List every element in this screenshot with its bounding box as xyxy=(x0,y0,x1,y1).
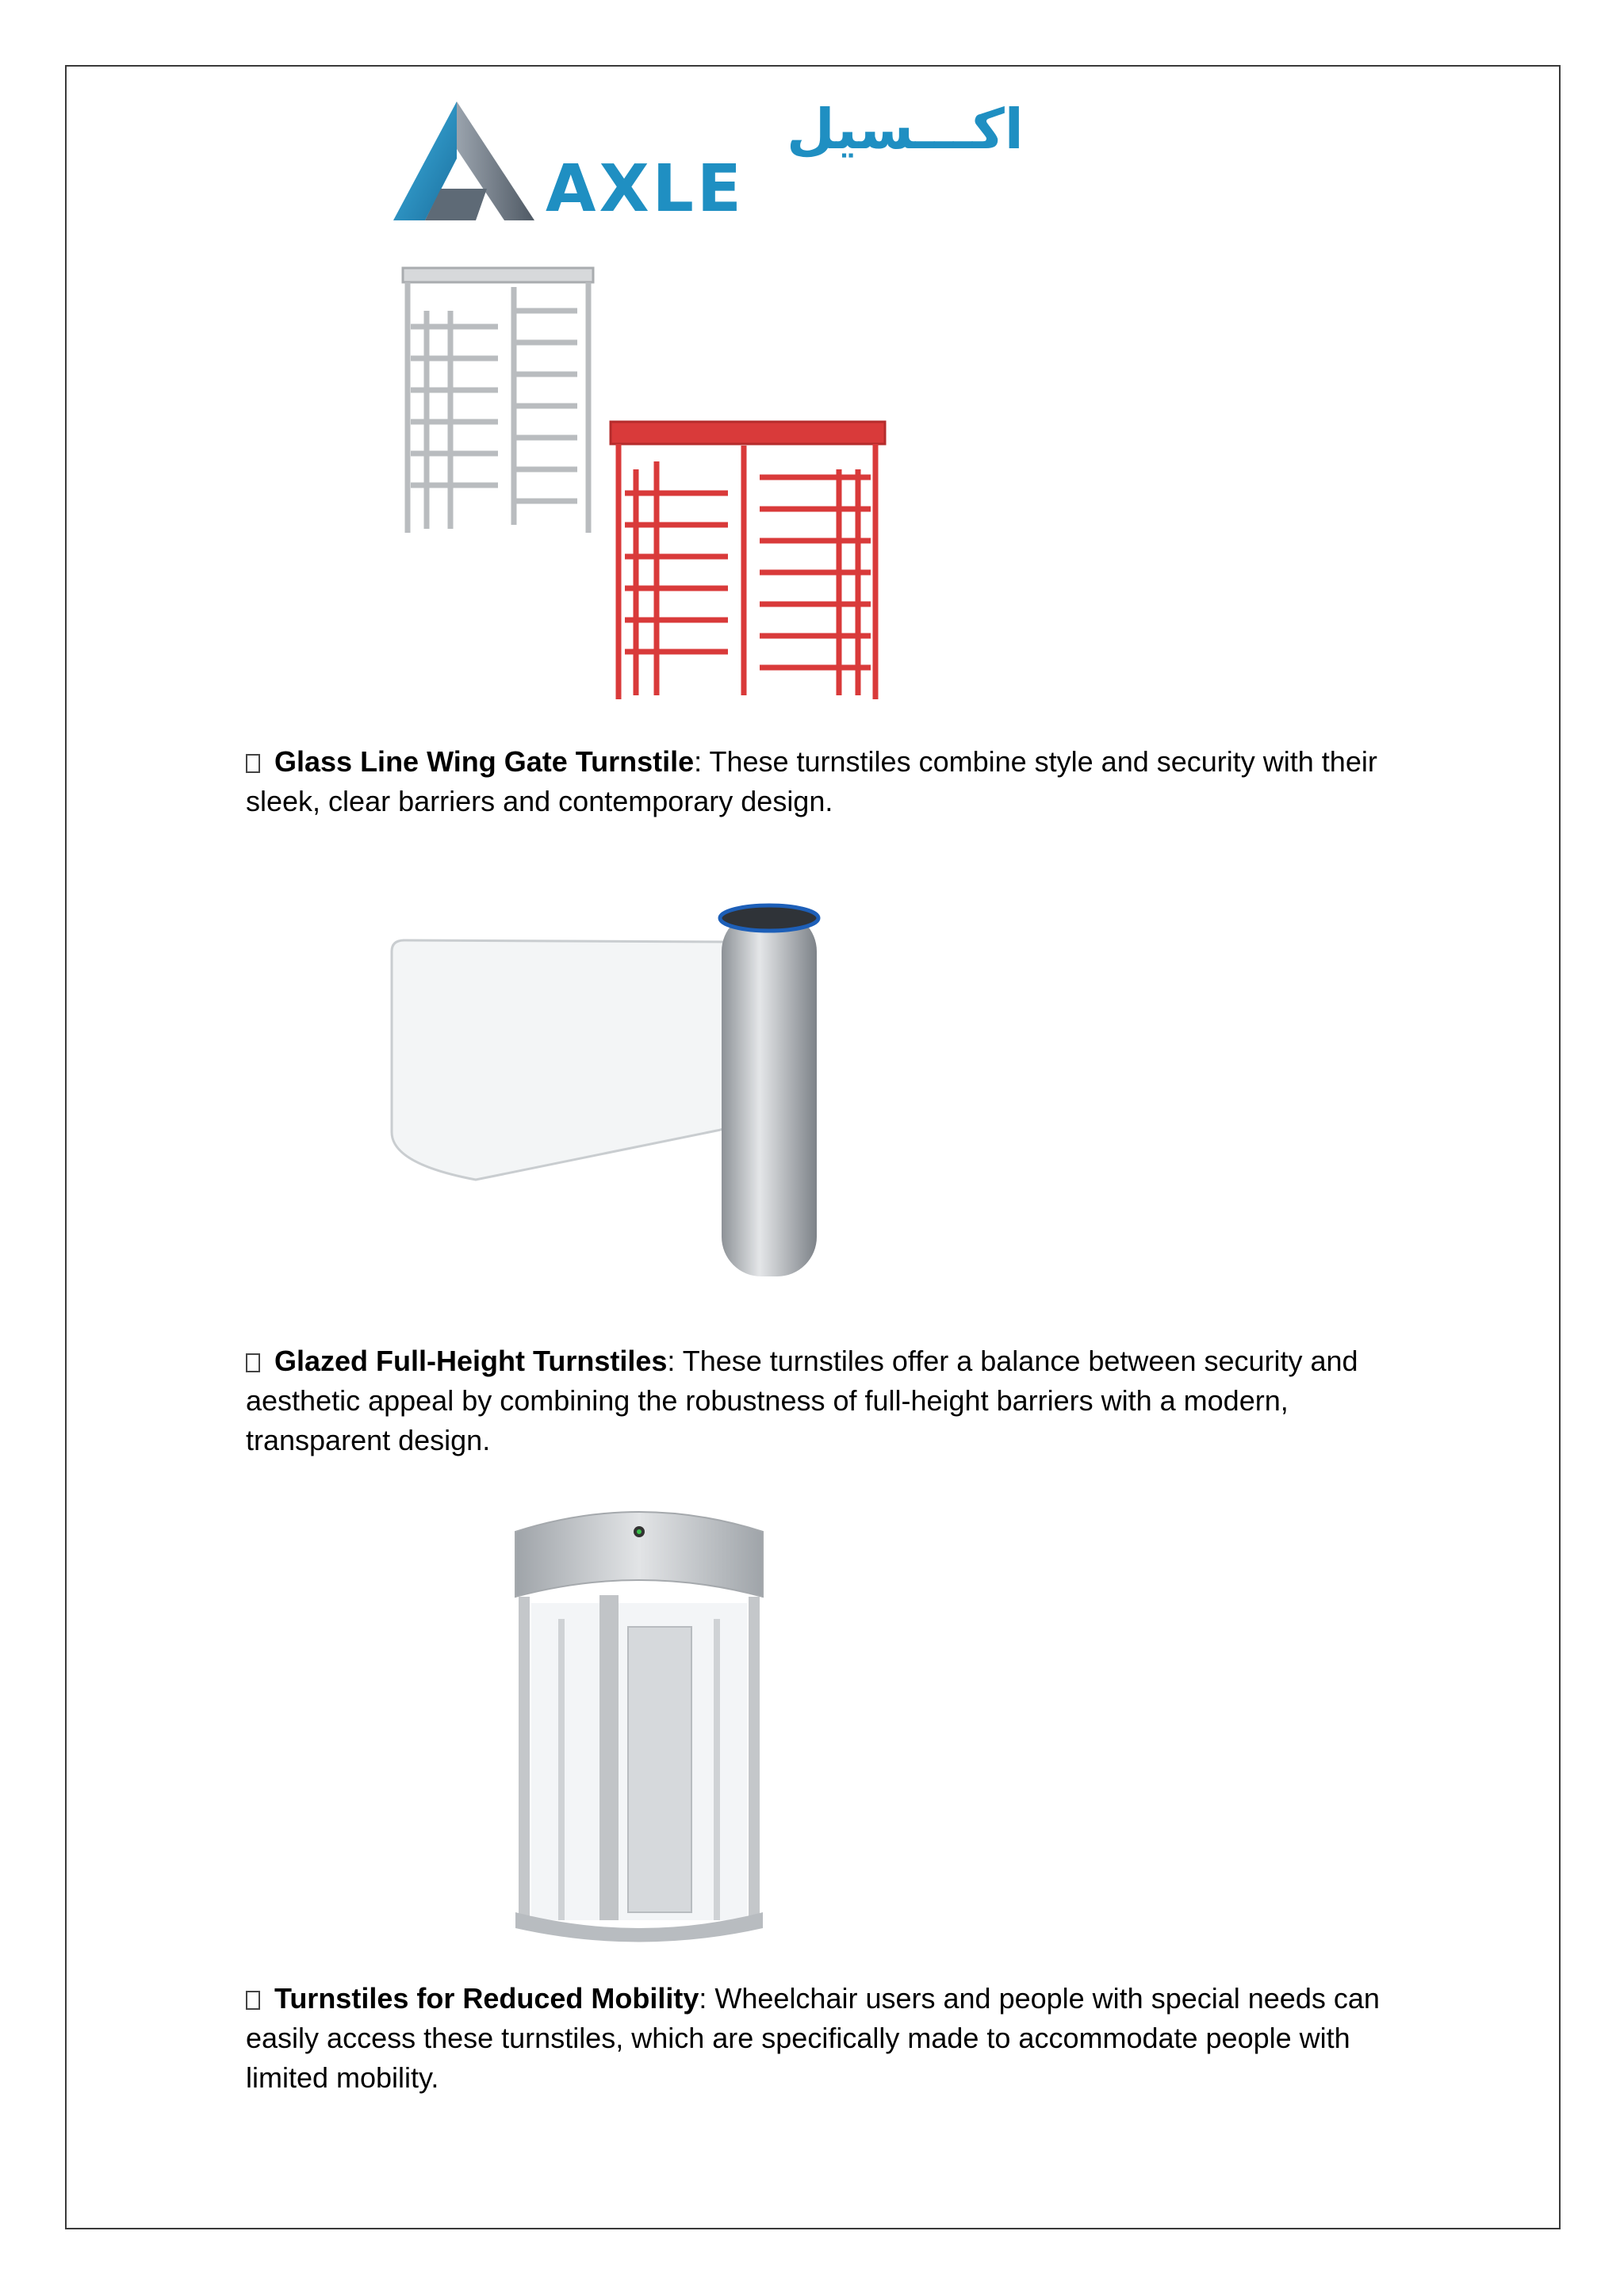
missing-glyph-box-icon xyxy=(246,1991,260,2010)
logo-arabic-wordmark: اكـــسيل xyxy=(787,97,1024,162)
wing-gate-turnstile-image xyxy=(381,894,841,1291)
logo-wordmark: AXLE xyxy=(546,151,745,227)
item-text: : These turnstiles combine style and security with their sleek, clear barriers and contemporary design. xyxy=(246,745,1377,817)
item-reduced-mobility xyxy=(246,1979,1435,2098)
axle-triangle-icon xyxy=(393,101,536,228)
item-glazed-full-height xyxy=(246,1341,1435,1460)
full-height-turnstiles-image xyxy=(395,263,902,707)
item-text: : These turnstiles offer a balance between security and aesthetic appeal by combining the robustness of full-height barriers with a modern, transparent design. xyxy=(246,1345,1358,1456)
axle-logo xyxy=(393,97,1024,228)
glazed-full-height-turnstile-image xyxy=(511,1500,768,1944)
item-title: Glass Line Wing Gate Turnstile xyxy=(274,745,695,778)
item-text: : Wheelchair users and people with special needs can easily access these turnstiles, which are specifically made to accommodate people with limited mobility. xyxy=(246,1982,1380,2094)
item-title: Glazed Full-Height Turnstiles xyxy=(274,1345,668,1377)
item-glass-line-wing-gate xyxy=(246,742,1435,821)
missing-glyph-box-icon xyxy=(246,754,260,773)
missing-glyph-box-icon xyxy=(246,1353,260,1372)
item-title: Turnstiles for Reduced Mobility xyxy=(274,1982,699,2015)
